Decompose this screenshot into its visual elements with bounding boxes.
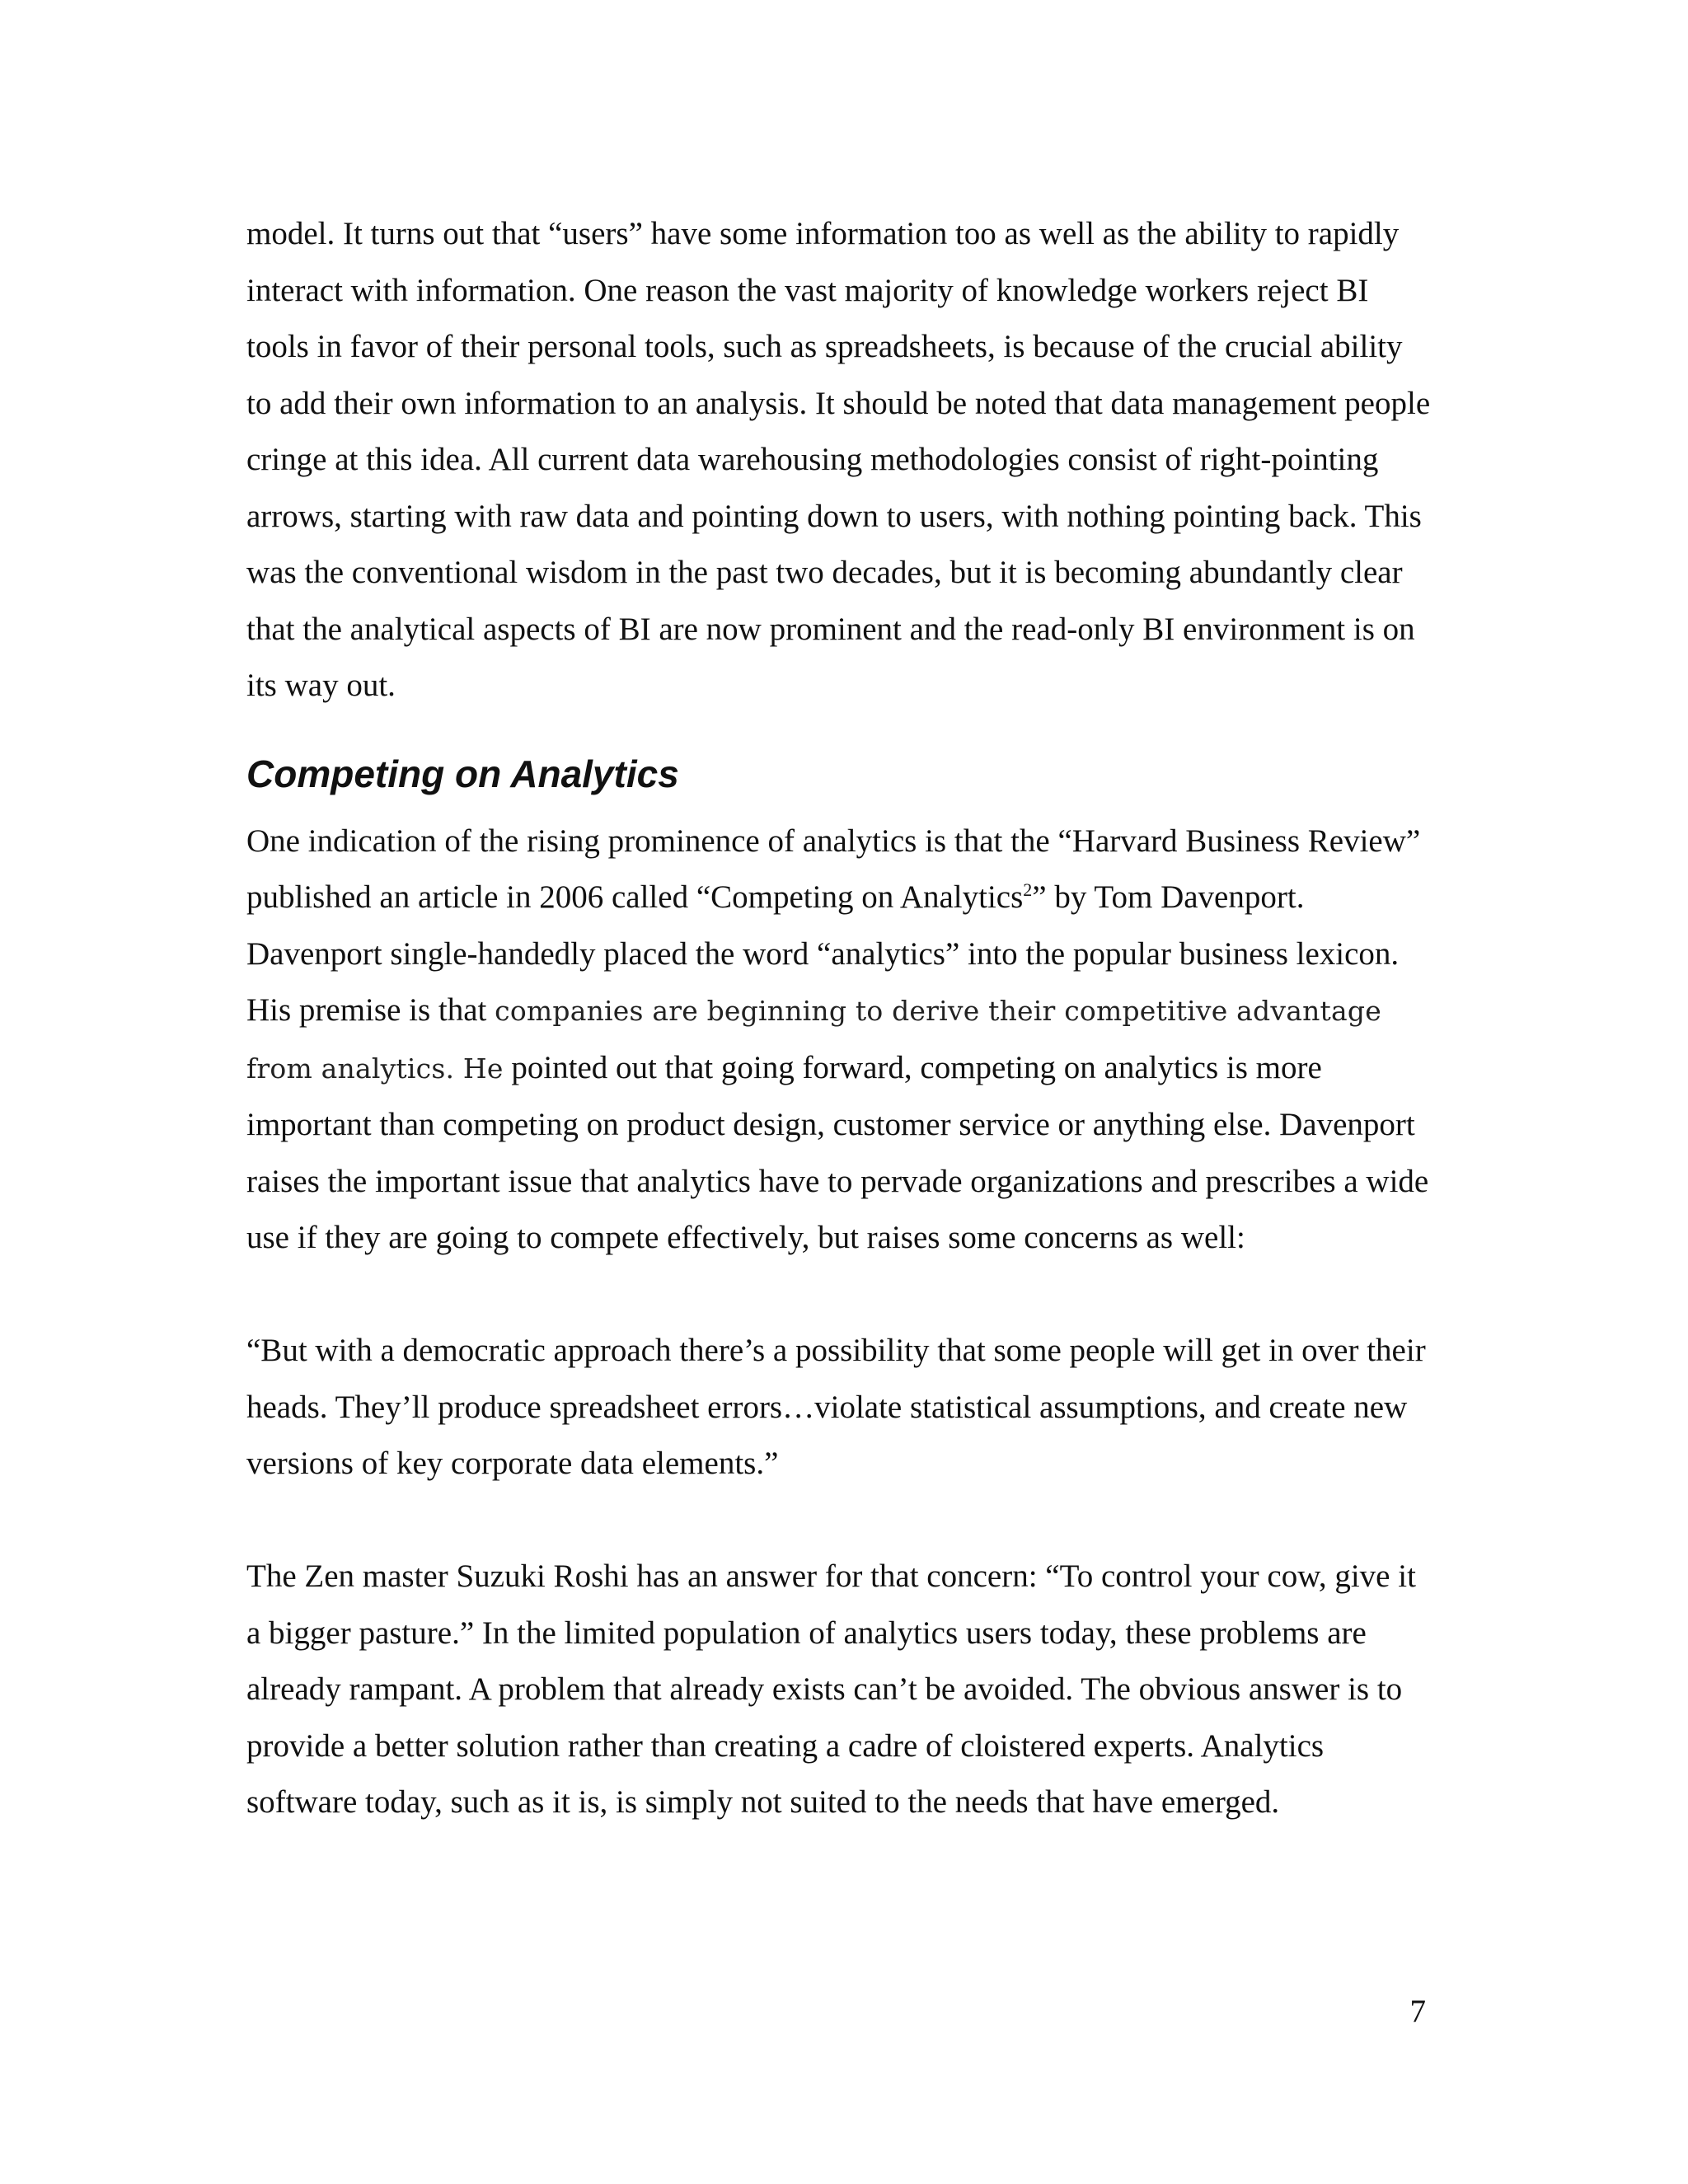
section-heading: Competing on Analytics [246,752,679,795]
block-quote: “But with a democratic approach there’s a possibility that some people will get in over their heads. They’ll produce spreadsheet errors…violate statistical assumptions, and create new versions of key corporate data elements.” [246,1333,1426,1481]
paragraph-competing-part2: ” by Tom Davenport. Davenport single-handedly placed the word “analytics” into the popular business lexicon. His premise is that [246,879,1400,1028]
page-number: 7 [1409,1994,1426,2029]
paragraph-gap [246,1267,1433,1324]
paragraph-gap [246,1493,1433,1549]
footnote-reference: 2 [1023,879,1033,900]
paragraph-competing [246,813,1433,1267]
paragraph-competing-part4: pointed out that going forward, competing on analytics is more important than competing on product design, customer service or anything else. Davenport raises the important issue that analytics have to pervade organizations and prescribes a wide use if they are going to compete effectively, but raises some concerns as well: [246,1049,1429,1255]
paragraph-competing-variant-text: companies are beginning to derive their competitive advantage from analytics. He [246,995,1381,1085]
paragraph-competing-part1: One indication of the rising prominence of analytics is that the “Harvard Business Review” published an article in 2006 called “Competing on Analytics [246,823,1421,915]
paragraph-intro: model. It turns out that “users” have some information too as well as the ability to rapidly interact with information. One reason the vast majority of knowledge workers reject BI tools in favor of their personal tools, such as spreadsheets, is because of the crucial ability to add their own information to an analysis. It should be noted that data management people cringe at this idea. All current data warehousing methodologies consist of right-pointing arrows, starting with raw data and pointing down to users, with nothing pointing back. This was the conventional wisdom in the past two decades, but it is becoming abundantly clear that the analytical aspects of BI are now prominent and the read-only BI environment is on its way out. [246,216,1431,703]
paragraph-zen: The Zen master Suzuki Roshi has an answer for that concern: “To control your cow, give it a bigger pasture.” In the limited population of analytics users today, these problems are already rampant. A problem that already exists can’t be avoided. The obvious answer is to provide a better solution rather than creating a cadre of cloistered experts. Analytics software today, such as it is, is simply not suited to the needs that have emerged. [246,1558,1416,1820]
page-body [246,206,1433,1831]
